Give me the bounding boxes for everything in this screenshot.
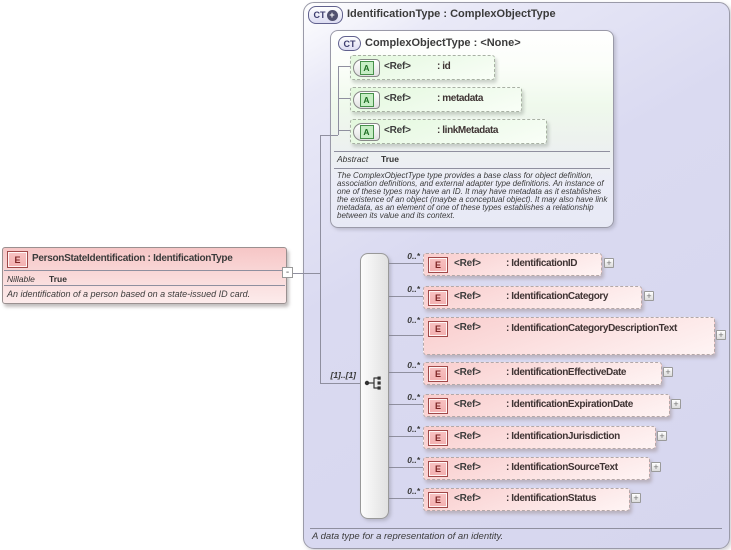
ref-label: <Ref>	[384, 93, 411, 104]
connector-line	[387, 436, 423, 437]
sequence-icon	[363, 374, 385, 392]
attribute-icon	[353, 91, 380, 109]
ct-icon-letter: CT	[313, 10, 326, 20]
element-identification-id[interactable]	[423, 253, 602, 276]
expand-button[interactable]: +	[663, 367, 673, 377]
complex-type-icon	[338, 36, 361, 51]
connector-line	[387, 263, 423, 264]
abstract-label: Abstract	[337, 154, 369, 164]
divider	[310, 528, 722, 529]
ref-label: <Ref>	[454, 367, 481, 378]
person-state-identification-box[interactable]	[2, 247, 287, 304]
element-cardinality: 0..*	[407, 392, 420, 402]
element-name: : IdentificationJurisdiction	[506, 431, 620, 442]
element-icon-letter: E	[434, 260, 441, 270]
source-element-title: PersonStateIdentification : IdentificationType	[32, 253, 233, 264]
element-identification-expiration-date[interactable]	[423, 394, 670, 417]
element-icon	[428, 430, 448, 446]
ref-label: <Ref>	[454, 291, 481, 302]
source-element-description: An identification of a person based on a state-issued ID card.	[7, 289, 251, 299]
attribute-name: : linkMetadata	[437, 125, 499, 136]
element-cardinality: 0..*	[407, 284, 420, 294]
attribute-name: : metadata	[437, 93, 484, 104]
connector-line	[338, 66, 339, 135]
element-name: : IdentificationSourceText	[506, 462, 618, 473]
element-name: : IdentificationCategory	[506, 291, 609, 302]
ref-label: <Ref>	[454, 493, 481, 504]
divider	[4, 285, 285, 286]
element-name: : IdentificationID	[506, 258, 578, 269]
element-icon	[428, 321, 448, 337]
expand-button[interactable]: +	[716, 330, 726, 340]
connector-line	[387, 498, 423, 499]
divider	[334, 151, 610, 152]
element-identification-jurisdiction[interactable]	[423, 426, 656, 449]
element-identification-status[interactable]	[423, 488, 630, 511]
divider	[334, 168, 610, 169]
element-icon-letter: E	[14, 254, 21, 265]
complex-type-plus-icon	[308, 6, 343, 24]
element-icon-letter: E	[434, 369, 441, 379]
connector-line	[320, 383, 360, 384]
nillable-label: Nillable	[7, 274, 35, 284]
attribute-icon-letter: A	[360, 125, 374, 139]
connector-line	[387, 296, 423, 297]
element-name: : IdentificationCategoryDescriptionText	[506, 323, 677, 334]
nillable-value: True	[49, 274, 67, 284]
element-icon-letter: E	[434, 495, 441, 505]
base-type-description: The ComplexObjectType type provides a base class for object definition, association definitions, and external adapter type definitions. An instance of one of these types may have an ID. It may have metadata as it establishes the existence of an object (maybe a conceptual object). It may also have link metadata, as an element of one of these types establishes a relationship between its value and its context.	[337, 171, 608, 220]
attribute-id[interactable]	[350, 55, 495, 80]
element-cardinality: 0..*	[407, 251, 420, 261]
abstract-value: True	[381, 154, 399, 164]
element-icon-letter: E	[434, 464, 441, 474]
element-icon-letter: E	[434, 293, 441, 303]
element-icon	[428, 461, 448, 477]
element-icon-letter: E	[434, 433, 441, 443]
connector-line	[387, 404, 423, 405]
attribute-link-metadata[interactable]	[350, 119, 547, 144]
attribute-icon-letter: A	[360, 93, 374, 107]
expand-button[interactable]: +	[657, 431, 667, 441]
element-identification-category-description-text[interactable]	[423, 317, 715, 355]
element-name: : IdentificationStatus	[506, 493, 597, 504]
ct-icon-letter: CT	[343, 38, 356, 49]
ref-label: <Ref>	[454, 462, 481, 473]
element-name: : IdentificationExpirationDate	[506, 399, 633, 410]
connector-line	[320, 135, 338, 136]
element-identification-category[interactable]	[423, 286, 642, 309]
element-cardinality: 0..*	[407, 424, 420, 434]
element-name: : IdentificationEffectiveDate	[506, 367, 627, 378]
ref-label: <Ref>	[454, 431, 481, 442]
element-icon	[428, 492, 448, 508]
attribute-metadata[interactable]	[350, 87, 522, 112]
sequence-cardinality: [1]..[1]	[330, 370, 356, 380]
attribute-icon	[353, 123, 380, 141]
element-icon	[428, 290, 448, 306]
expand-button[interactable]: +	[651, 462, 661, 472]
element-cardinality: 0..*	[407, 315, 420, 325]
expand-button[interactable]: +	[671, 399, 681, 409]
element-cardinality: 0..*	[407, 486, 420, 496]
ref-label: <Ref>	[454, 258, 481, 269]
ref-label: <Ref>	[454, 399, 481, 410]
divider	[4, 270, 285, 271]
element-identification-effective-date[interactable]	[423, 362, 662, 385]
element-cardinality: 0..*	[407, 360, 420, 370]
connector-line	[387, 467, 423, 468]
element-icon-letter: E	[434, 324, 441, 334]
element-icon	[428, 398, 448, 414]
collapse-button[interactable]: -	[282, 267, 293, 278]
element-icon	[428, 366, 448, 382]
type-box-title: IdentificationType : ComplexObjectType	[347, 8, 556, 20]
expand-button[interactable]: +	[604, 258, 614, 268]
attribute-name: : id	[437, 61, 451, 72]
type-box-footer: A data type for a representation of an identity.	[312, 531, 504, 542]
element-icon-letter: E	[434, 401, 441, 411]
connector-line	[387, 372, 423, 373]
ref-label: <Ref>	[384, 125, 411, 136]
expand-button[interactable]: +	[631, 493, 641, 503]
plus-badge-icon: +	[327, 10, 338, 21]
ref-label: <Ref>	[454, 322, 481, 333]
expand-button[interactable]: +	[644, 291, 654, 301]
connector-line	[320, 135, 321, 383]
element-cardinality: 0..*	[407, 455, 420, 465]
connector-line	[387, 335, 423, 336]
element-identification-source-text[interactable]	[423, 457, 650, 480]
attribute-icon	[353, 59, 380, 77]
element-icon	[428, 257, 448, 273]
element-icon	[7, 251, 28, 268]
base-type-title: ComplexObjectType : <None>	[365, 37, 521, 49]
ref-label: <Ref>	[384, 61, 411, 72]
attribute-icon-letter: A	[360, 61, 374, 75]
